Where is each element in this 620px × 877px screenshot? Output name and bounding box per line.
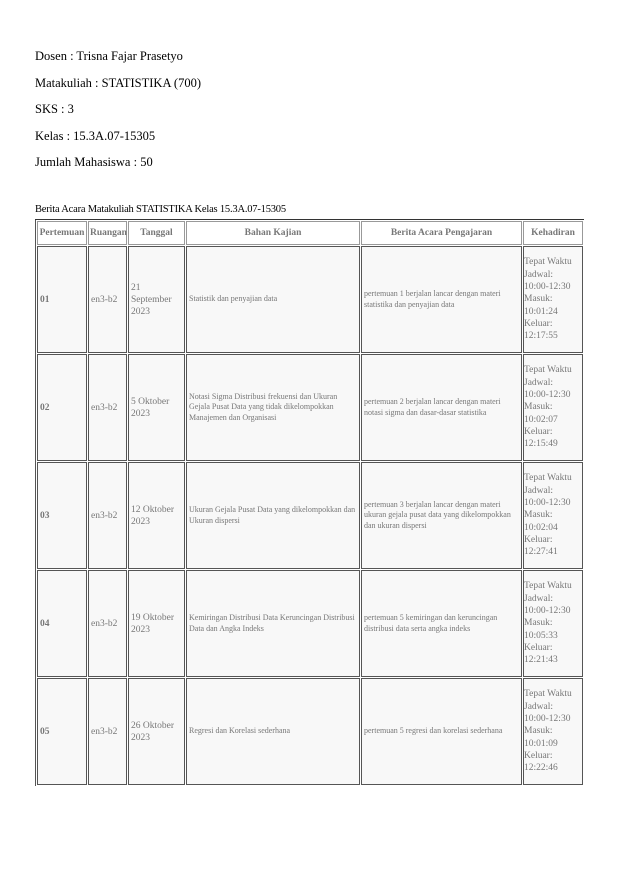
- date: 21 September 2023: [128, 246, 185, 353]
- checkin-label: Masuk:: [524, 402, 553, 413]
- checkin-time: 10:01:09: [524, 738, 558, 749]
- schedule-label: Jadwal:: [524, 593, 554, 604]
- meeting-number: 05: [37, 678, 87, 785]
- table-row: [37, 354, 583, 461]
- table-row: [37, 570, 583, 677]
- meeting-number: 02: [37, 354, 87, 461]
- schedule-label: Jadwal:: [524, 269, 554, 280]
- date: 19 Oktober 2023: [128, 570, 185, 677]
- credits-line: SKS : 3: [35, 102, 74, 116]
- meeting-number: 03: [37, 462, 87, 569]
- checkout-label: Keluar:: [524, 318, 553, 329]
- col-header-attendance: Kehadiran: [523, 221, 583, 245]
- schedule-label: Jadwal:: [524, 701, 554, 712]
- checkin-time: 10:02:04: [524, 522, 558, 533]
- course-line: Matakuliah : STATISTIKA (700): [35, 75, 201, 90]
- attendance: [523, 570, 583, 677]
- schedule-time: 10:00-12:30: [524, 714, 571, 725]
- schedule-time: 10:00-12:30: [524, 606, 571, 617]
- table-caption: Berita Acara Matakuliah STATISTIKA Kelas 15.3A.07-15305: [35, 204, 286, 215]
- checkout-label: Keluar:: [524, 642, 553, 653]
- col-header-room: Ruangan: [88, 221, 127, 245]
- attendance-status: Tepat Waktu: [524, 581, 572, 592]
- room: en3-b2: [88, 246, 127, 353]
- table-row: [37, 462, 583, 569]
- teaching-report: pertemuan 5 regresi dan korelasi sederhana: [361, 678, 522, 785]
- attendance-table: [35, 220, 584, 786]
- topic: Regresi dan Korelasi sederhana: [186, 678, 360, 785]
- col-header-meeting: Pertemuan: [37, 221, 87, 245]
- schedule-label: Jadwal:: [524, 485, 554, 496]
- checkout-label: Keluar:: [524, 750, 553, 761]
- attendance: [523, 246, 583, 353]
- checkin-time: 10:05:33: [524, 630, 558, 641]
- meeting-number: 01: [37, 246, 87, 353]
- attendance: [523, 354, 583, 461]
- meeting-number: 04: [37, 570, 87, 677]
- checkin-label: Masuk:: [524, 294, 553, 305]
- room: en3-b2: [88, 678, 127, 785]
- attendance: [523, 678, 583, 785]
- student-count-line: Jumlah Mahasiswa : 50: [35, 155, 153, 169]
- topic: Ukuran Gejala Pusat Data yang dikelompokkan dan Ukuran dispersi: [186, 462, 360, 569]
- checkout-label: Keluar:: [524, 534, 553, 545]
- date: 5 Oktober 2023: [128, 354, 185, 461]
- col-header-topic: Bahan Kajian: [186, 221, 360, 245]
- checkin-time: 10:01:24: [524, 306, 558, 317]
- topic: Statistik dan penyajian data: [186, 246, 360, 353]
- table-row: [37, 246, 583, 353]
- table-header-row: [37, 221, 583, 245]
- schedule-label: Jadwal:: [524, 377, 554, 388]
- teaching-report: pertemuan 3 berjalan lancar dengan materi ukuran gejala pusat data yang dikelompokkan dan ukuran dispersi: [361, 462, 522, 569]
- checkin-label: Masuk:: [524, 618, 553, 629]
- teaching-report: pertemuan 1 berjalan lancar dengan materi statistika dan penyajian data: [361, 246, 522, 353]
- attendance-status: Tepat Waktu: [524, 365, 572, 376]
- course-info: [35, 48, 201, 181]
- checkin-label: Masuk:: [524, 510, 553, 521]
- schedule-time: 10:00-12:30: [524, 498, 571, 509]
- checkout-label: Keluar:: [524, 426, 553, 437]
- lecturer-line: Dosen : Trisna Fajar Prasetyo: [35, 49, 183, 63]
- room: en3-b2: [88, 570, 127, 677]
- class-line: Kelas : 15.3A.07-15305: [35, 128, 156, 143]
- topic: Notasi Sigma Distribusi frekuensi dan Ukuran Gejala Pusat Data yang tidak dikelompokkan Manajemen dan Organisasi: [186, 354, 360, 461]
- checkout-time: 12:15:49: [524, 439, 558, 450]
- attendance-status: Tepat Waktu: [524, 473, 572, 484]
- attendance-table-container: [35, 219, 584, 793]
- teaching-report: pertemuan 5 kemiringan dan keruncingan distribusi data serta angka indeks: [361, 570, 522, 677]
- col-header-report: Berita Acara Pengajaran: [361, 221, 522, 245]
- date: 26 Oktober 2023: [128, 678, 185, 785]
- checkout-time: 12:17:55: [524, 331, 558, 342]
- table-row: [37, 678, 583, 785]
- checkout-time: 12:27:41: [524, 547, 558, 558]
- teaching-report: pertemuan 2 berjalan lancar dengan materi notasi sigma dan dasar-dasar statistika: [361, 354, 522, 461]
- schedule-time: 10:00-12:30: [524, 282, 571, 293]
- room: en3-b2: [88, 354, 127, 461]
- attendance: [523, 462, 583, 569]
- checkout-time: 12:21:43: [524, 655, 558, 666]
- room: en3-b2: [88, 462, 127, 569]
- schedule-time: 10:00-12:30: [524, 390, 571, 401]
- checkout-time: 12:22:46: [524, 763, 558, 774]
- attendance-status: Tepat Waktu: [524, 689, 572, 700]
- date: 12 Oktober 2023: [128, 462, 185, 569]
- checkin-time: 10:02:07: [524, 414, 558, 425]
- checkin-label: Masuk:: [524, 726, 553, 737]
- col-header-date: Tanggal: [128, 221, 185, 245]
- attendance-status: Tepat Waktu: [524, 257, 572, 268]
- topic: Kemiringan Distribusi Data Keruncingan Distribusi Data dan Angka Indeks: [186, 570, 360, 677]
